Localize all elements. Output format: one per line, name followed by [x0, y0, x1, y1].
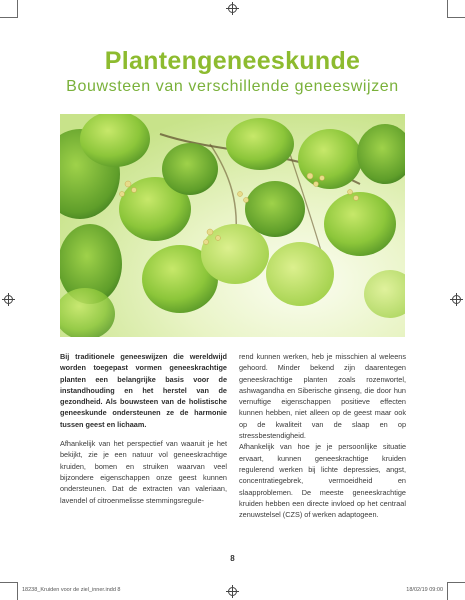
linden-leaves-photo	[60, 114, 405, 337]
crop-mark	[447, 582, 465, 583]
body-column-right	[239, 351, 406, 520]
body-paragraph: Afhankelijk van hoe je je persoonlijke situatie ervaart, kunnen geneeskrachtige kruiden regulerend werken bij lichte depressies, angst, concentratiegebrek, vermoeidheid en slaapproblemen. De meeste geneeskrachtige kruiden hebben een directe invloed op het centraal zenuwstelsel (CZS) of werken adaptogeen.	[239, 442, 406, 520]
page-title: Plantengeneeskunde	[104, 47, 361, 75]
body-paragraph: rend kunnen werken, heb je misschien al weleens gehoord. Minder bekend zijn daarentegen geneeskrachtige planten zoals rozenwortel, ashwagandha en Siberische ginseng, die door hun vernuftige eigenschappen positieve effecten kunnen hebben, niet alleen op de geest maar ook op de kwaliteit van de slaap en op stressbestendigheid.	[239, 352, 406, 441]
page-subtitle: Bouwsteen van verschillende geneeswijzen	[66, 78, 399, 95]
page-number: 8	[230, 554, 235, 563]
registration-mark-icon	[228, 587, 237, 596]
registration-mark-icon	[4, 295, 13, 304]
crop-mark	[17, 582, 18, 600]
crop-mark	[447, 17, 465, 18]
crop-mark	[0, 17, 18, 18]
body-column-left	[60, 351, 227, 514]
crop-mark	[447, 0, 448, 18]
print-slug-date: 18/02/19 09:00	[406, 587, 443, 593]
crop-mark	[17, 0, 18, 18]
print-slug-filename: 18238_Kruiden voor de ziel_inner.indd 8	[22, 587, 121, 593]
crop-mark	[0, 582, 18, 583]
lead-paragraph: Bij traditionele geneeswijzen die wereldwijd worden toegepast vormen geneeskrachtige planten een belangrijke basis voor de instandhouding en het herstel van de gezondheid. Als bouwsteen van de holistische geneeskunde ondersteunen ze de harmonie tussen geest en lichaam.	[60, 352, 227, 429]
crop-mark	[447, 582, 448, 600]
registration-mark-icon	[228, 4, 237, 13]
registration-mark-icon	[452, 295, 461, 304]
body-paragraph: Afhankelijk van het perspectief van waaruit je het bekijkt, zie je een natuur vol geneeskrachtige kruiden, bomen en struiken waarvan veel bijzondere eigenschappen onze geest kunnen ondersteunen. Dat de extracten van valeriaan, lavendel of citroenmelisse stemmingsregule-	[60, 439, 227, 505]
